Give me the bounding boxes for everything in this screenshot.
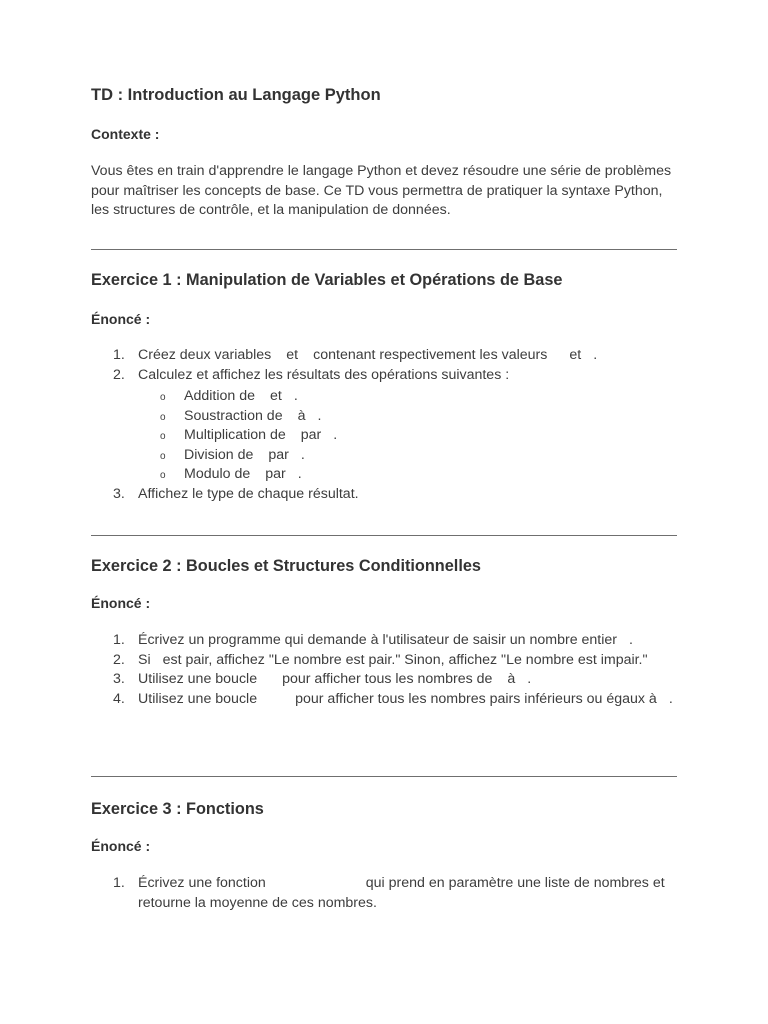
exercise-3-list [91,874,677,913]
exercise-1-list [91,346,677,504]
sub-list-item: o Modulo de par . [138,465,677,485]
bullet-icon: o [160,431,166,442]
sub-list-item: o Addition de et . [138,387,677,407]
exercise-2-enonce-label: Énoncé : [91,595,151,611]
list-item: 2. Si est pair, affichez "Le nombre est pair." Sinon, affichez "Le nombre est impair." [113,651,648,668]
list-item: 1. Écrivez une fonction qui prend en paramètre une liste de nombres et retourne la moyenne de ces nombres. [113,875,665,911]
divider [91,776,677,777]
list-item: 4. Utilisez une boucle pour afficher tous les nombres pairs inférieurs ou égaux à . [113,690,673,707]
context-label: Contexte : [91,126,160,142]
bullet-icon: o [160,392,166,403]
exercise-1-title: Exercice 1 : Manipulation de Variables et Opérations de Base [91,271,563,289]
divider [91,535,677,536]
exercise-1-enonce-label: Énoncé : [91,311,151,327]
list-item: 1. Écrivez un programme qui demande à l'utilisateur de saisir un nombre entier . [113,632,633,648]
bullet-icon: o [160,411,166,423]
sub-list-item: o Division de par . [138,446,677,466]
sub-list-item: o Multiplication de par . [138,426,677,446]
divider [91,249,677,250]
page-title: TD : Introduction au Langage Python [91,86,381,104]
list-item: 2. Calculez et affichez les résultats des opérations suivantes : o Addition de et . o Soustraction de à . o Multiplication de par . o Division de par . o Modulo de par . [91,366,677,485]
list-item: 1. Créez deux variables et contenant respectivement les valeurs et . [113,347,598,363]
context-paragraph: Vous êtes en train d'apprendre le langage Python et devez résoudre une série de problèmes pour maîtriser les concepts de base. Ce TD vous permettra de pratiquer la syntaxe Python, les structures de contrôle, et la manipulation de données. [91,163,672,218]
sub-list-item: o Soustraction de à . [138,407,677,427]
exercise-3-enonce-label: Énoncé : [91,838,151,854]
list-item: 3. Affichez le type de chaque résultat. [113,485,359,502]
bullet-icon: o [160,450,166,462]
sub-list [138,387,677,485]
list-item: 3. Utilisez une boucle pour afficher tous les nombres de à . [113,671,532,687]
bullet-icon: o [160,470,166,481]
exercise-3-title: Exercice 3 : Fonctions [91,800,264,818]
exercise-2-title: Exercice 2 : Boucles et Structures Conditionnelles [91,557,481,575]
exercise-2-list [91,631,677,709]
